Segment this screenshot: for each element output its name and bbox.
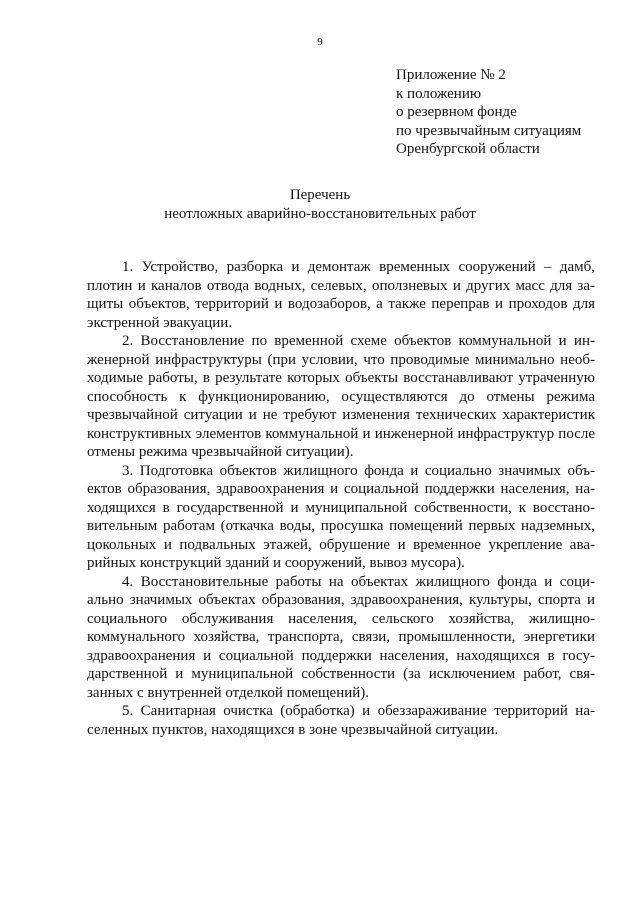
document-title xyxy=(0,186,640,223)
appendix-line: по чрезвычайным ситуациям xyxy=(396,122,582,139)
title-heading: Перечень xyxy=(289,187,351,203)
works-list xyxy=(87,258,595,739)
appendix-line: Оренбургской области xyxy=(396,141,540,157)
list-item: 4. Восстановительные работы на объектах жилищного фонда и социально значимых объектах образования, здравоохранения, культуры, спорта и социального обслуживания населения, сельского хозяйства, жилищно-коммунального хозяйства, транспорта, связи, промышленности, энергетики здравоохранения и социальной поддержки населения, находящихся в государственной и муниципальной собственности (за исключением работ, связанных с внутренней отделкой помещений). xyxy=(87,573,595,701)
list-item: 5. Санитарная очистка (обработка) и обеззараживание территорий населенных пунктов, находящихся в зоне чрезвычайной ситуации. xyxy=(87,703,595,738)
list-item: 3. Подготовка объектов жилищного фонда и социально значимых объектов образования, здравоохранения и социальной поддержки населения, находящихся в государственной и муниципальной собственности, к восстановительным работам (откачка воды, просушка помещений первых надземных, цокольных и подвальных этажей, обрушение и временное укрепление аварийных конструкций зданий и сооружений, вывоз мусора). xyxy=(87,462,595,571)
page-number: 9 xyxy=(317,36,323,48)
appendix-line: к положению xyxy=(396,85,482,102)
appendix-header xyxy=(396,66,626,159)
list-item: 1. Устройство, разборка и демонтаж временных сооружений – дамб, плотин и каналов отвода водных, селевых, оползневых и других масс для защиты объектов, территорий и водозаборов, а также переправ и проходов для экстренной эвакуации. xyxy=(87,259,595,331)
appendix-line: Приложение № 2 xyxy=(396,67,506,83)
title-subheading: неотложных аварийно-восстановительных работ xyxy=(164,205,476,222)
appendix-line: о резервном фонде xyxy=(396,104,517,120)
list-item: 2. Восстановление по временной схеме объектов коммунальной и инженерной инфраструктуры (при условии, что проводимые минимально необходимые работы, в результате которых объекты восстанавливают утраченную способность к функционированию, осуществляются до отмены режима чрезвычайной ситуации и не требуют изменения технических характеристик конструктивных элементов коммунальной и инженерной инфраструктур после отмены режима чрезвычайной ситуации). xyxy=(87,333,595,460)
